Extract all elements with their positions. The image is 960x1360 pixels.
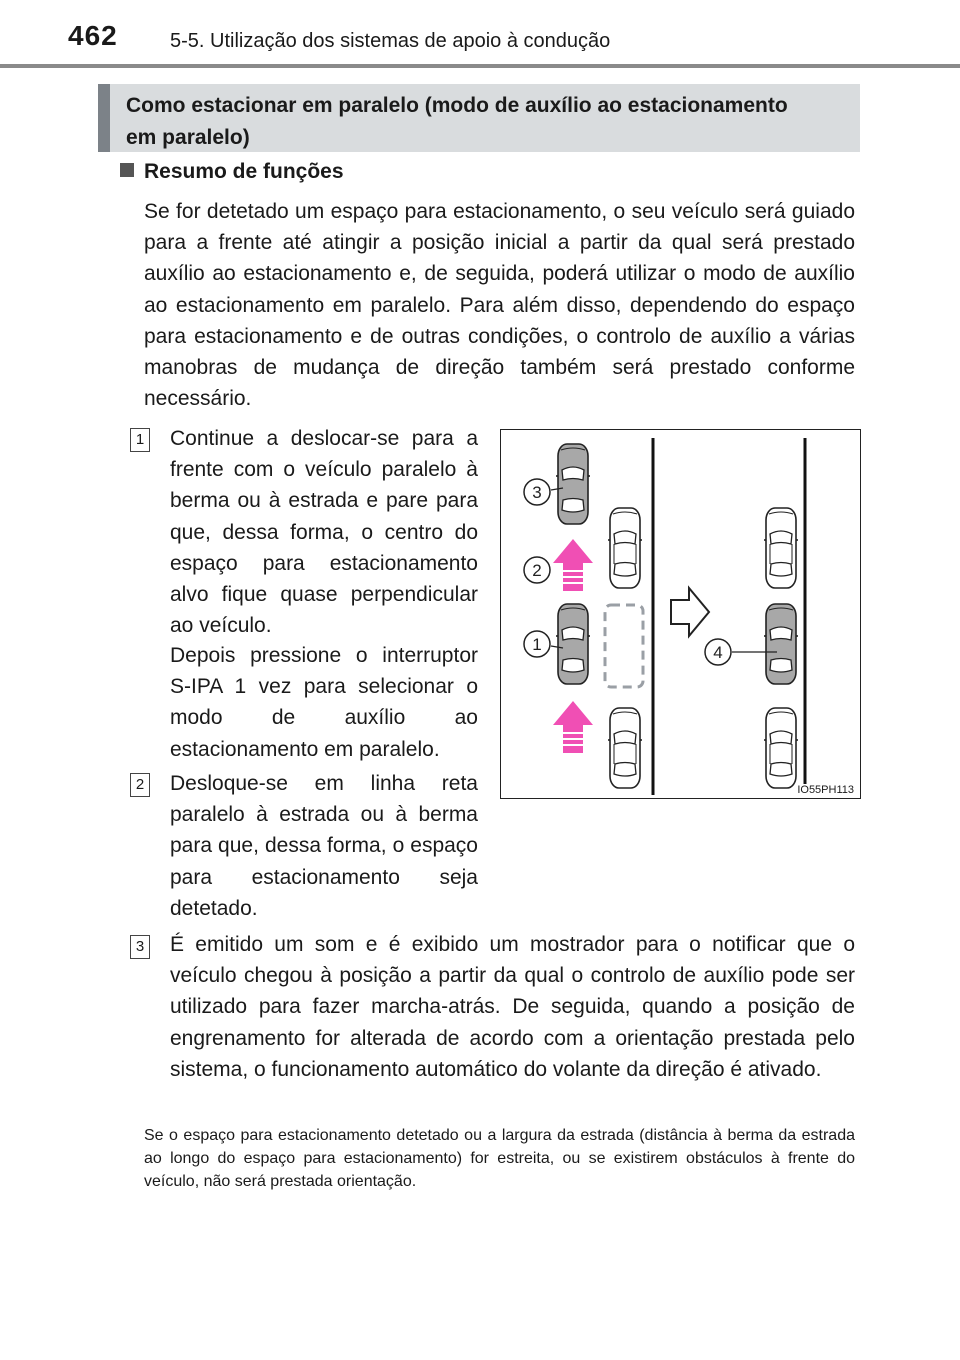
target-parking-space: [605, 605, 643, 687]
transition-arrow-icon: [671, 588, 709, 636]
square-bullet-icon: [120, 163, 134, 177]
step-1-number: 1: [130, 428, 150, 452]
section-title-line1: Como estacionar em paralelo (modo de auxílio ao estacionamento: [126, 94, 788, 117]
moving-car-icon: [556, 604, 590, 684]
step-2-number: 2: [130, 773, 150, 797]
step-3-number: 3: [130, 935, 150, 959]
figure-code: IO55PH113: [797, 784, 854, 796]
note-text: Se o espaço para estacionamento detetado ou a largura da estrada (distância à berma da estrada ao longo do espaço para estacionamento) for estreita, ou se existirem obstáculos à frente do veículo, não será prestada orientação.: [144, 1127, 855, 1190]
parked-target-car-icon: [764, 604, 798, 684]
step-1-text: Continue a deslocar-se para a frente com o veículo paralelo à berma ou à estrada e pare para que, dessa forma, o centro do espaço para estacionamento alvo fique quase perpendicular ao veículo.: [170, 427, 478, 638]
forward-arrow-icon: [553, 539, 593, 591]
moving-car-icon: [556, 444, 590, 524]
step-1-text-continued: Depois pressione o interruptor S-IPA 1 vez para selecionar o modo de auxílio ao estacionamento em paralelo.: [170, 644, 478, 761]
section-title-box: [98, 84, 860, 152]
callout-1: 1: [532, 635, 542, 654]
parked-car-icon: [764, 508, 798, 588]
step-3-text: É emitido um som e é exibido um mostrador para o notificar que o veículo chegou à posição a partir da qual o controlo de auxílio pode ser utilizado para fazer marcha-atrás. De seguida, quando a posição de engrenamento for alterada de acordo com a orientação prestada pelo sistema, o funcionamento automático do volante da direção é ativado.: [170, 933, 855, 1081]
intro-paragraph: Se for detetado um espaço para estacionamento, o seu veículo será guiado para a frente até atingir a posição inicial a partir da qual será prestado auxílio ao estacionamento e, de seguida, poderá utilizar o modo de auxílio ao estacionamento em paralelo. Para além disso, dependendo do espaço para estacionamento e de outras condições, o controlo de auxílio a várias manobras de mudança de direção também será prestado conforme necessário.: [144, 200, 855, 411]
section-title-line2: em paralelo): [126, 126, 250, 149]
callout-2: 2: [532, 561, 542, 580]
callout-3: 3: [532, 483, 542, 502]
subheading: [120, 160, 344, 184]
parked-car-icon: [608, 708, 642, 788]
callout-4: 4: [713, 643, 723, 662]
chapter-title: 5-5. Utilização dos sistemas de apoio à condução: [170, 30, 611, 52]
subheading-text: Resumo de funções: [144, 160, 344, 183]
step-2-text: Desloque-se em linha reta paralelo à estrada ou à berma para que, dessa forma, o espaço para estacionamento seja detetado.: [170, 772, 478, 920]
parked-car-icon: [608, 508, 642, 588]
forward-arrow-icon: [553, 701, 593, 753]
page-number: 462: [68, 20, 118, 51]
parking-diagram: [500, 429, 861, 799]
parked-car-icon: [764, 708, 798, 788]
header-rule: [0, 64, 960, 68]
